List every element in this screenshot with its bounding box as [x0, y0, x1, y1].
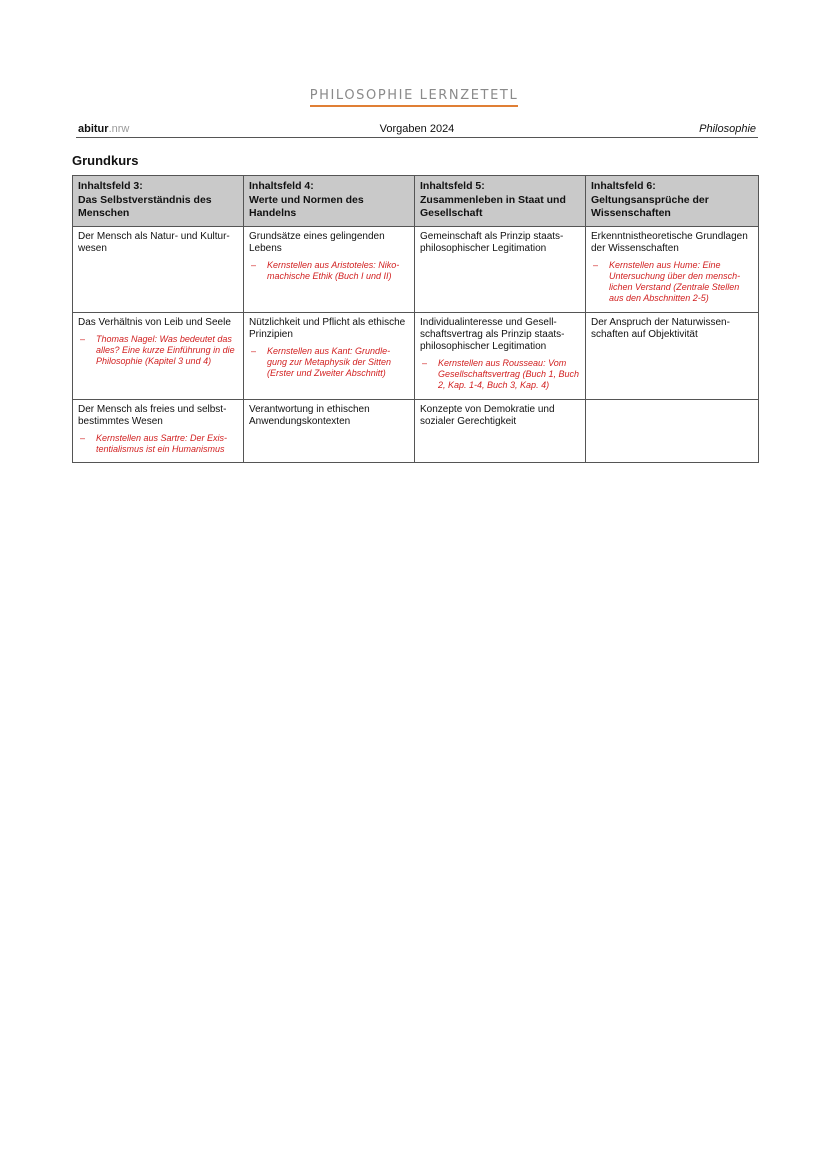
document-title: PHILOSOPHIE LERNZETETL [310, 88, 519, 107]
content-table [72, 175, 759, 463]
literature-text: Kernstellen aus Kant: Grundle-gung zur Metaphysik der Sitten (Erster und Zweiter Abschnitt) [267, 346, 392, 378]
topic-text: Nützlichkeit und Pflicht als ethische Prinzipien [249, 317, 406, 340]
table-row [73, 227, 759, 313]
document-title-wrap [0, 86, 828, 107]
column-label: Inhaltsfeld 5: [420, 180, 485, 192]
bullet-dash: – [80, 433, 86, 443]
column-header [244, 176, 415, 227]
literature-item [249, 260, 410, 282]
table-row [73, 400, 759, 463]
bullet-dash: – [593, 260, 599, 270]
table-cell [586, 313, 759, 400]
bullet-dash: – [251, 260, 257, 270]
table-cell [73, 313, 244, 400]
table-cell [244, 227, 415, 313]
topic-text: Das Verhältnis von Leib und Seele [78, 317, 231, 328]
brand-name: abitur [78, 123, 109, 135]
topic-text: Der Mensch als Natur- und Kultur-wesen [78, 231, 230, 254]
literature-text: Thomas Nagel: Was bedeutet das alles? Eine kurze Einführung in die Philosophie (Kapitel 3 und 4) [96, 334, 235, 366]
column-title: Zusammenleben in Staat und Gesellschaft [420, 193, 566, 219]
literature-item [591, 260, 754, 304]
column-header [73, 176, 244, 227]
column-title: Werte und Normen des Handelns [249, 193, 364, 219]
table-cell [73, 400, 244, 463]
table-cell [415, 400, 586, 463]
literature-item [78, 334, 239, 367]
literature-item [420, 358, 581, 391]
literature-text: Kernstellen aus Sartre: Der Exis-tentialismus ist ein Humanismus [96, 433, 228, 454]
topic-text: Konzepte von Demokratie und sozialer Gerechtigkeit [420, 404, 555, 427]
header-subject: Philosophie [699, 123, 756, 135]
header-center-text: Vorgaben 2024 [379, 123, 455, 135]
table-cell [73, 227, 244, 313]
table-row [73, 313, 759, 400]
literature-text: Kernstellen aus Rousseau: Vom Gesellschaftsvertrag (Buch 1, Buch 2, Kap. 1-4, Buch 3, Kap. 4) [438, 358, 580, 390]
topic-text: Grundsätze eines gelingenden Lebens [249, 231, 385, 254]
column-title: Geltungsansprüche der Wissenschaften [591, 193, 709, 219]
topic-text: Erkenntnistheoretische Grundlagen der Wissenschaften [591, 231, 748, 254]
table-cell-empty [586, 400, 759, 463]
topic-text: Gemeinschaft als Prinzip staats-philosophischer Legitimation [420, 231, 564, 254]
column-header [415, 176, 586, 227]
bullet-dash: – [422, 358, 428, 368]
table-cell [415, 313, 586, 400]
table-cell [244, 313, 415, 400]
column-label: Inhaltsfeld 3: [78, 180, 143, 192]
table-cell [244, 400, 415, 463]
topic-text: Der Mensch als freies und selbst-bestimmtes Wesen [78, 404, 227, 427]
bullet-dash: – [80, 334, 86, 344]
column-label: Inhaltsfeld 6: [591, 180, 656, 192]
table-cell [415, 227, 586, 313]
table-cell [586, 227, 759, 313]
section-title: Grundkurs [72, 153, 139, 168]
topic-text: Individualinteresse und Gesell-schaftsvertrag als Prinzip staats-philosophischer Legitimation [420, 317, 565, 352]
table-header-row [73, 176, 759, 227]
column-header [586, 176, 759, 227]
literature-text: Kernstellen aus Hume: Eine Untersuchung über den mensch-lichen Verstand (Zentrale Stellen aus den Abschnitten 2-5) [609, 260, 741, 303]
literature-item [78, 433, 239, 455]
bullet-dash: – [251, 346, 257, 356]
column-label: Inhaltsfeld 4: [249, 180, 314, 192]
literature-text: Kernstellen aus Aristoteles: Niko-machische Ethik (Buch I und II) [267, 260, 400, 281]
topic-text: Der Anspruch der Naturwissen-schaften auf Objektivität [591, 317, 730, 340]
brand-domain: .nrw [108, 123, 130, 135]
column-title: Das Selbstverständnis des Menschen [78, 193, 212, 219]
literature-item [249, 346, 410, 379]
page-header [76, 122, 758, 138]
topic-text: Verantwortung in ethischen Anwendungskontexten [249, 404, 370, 427]
